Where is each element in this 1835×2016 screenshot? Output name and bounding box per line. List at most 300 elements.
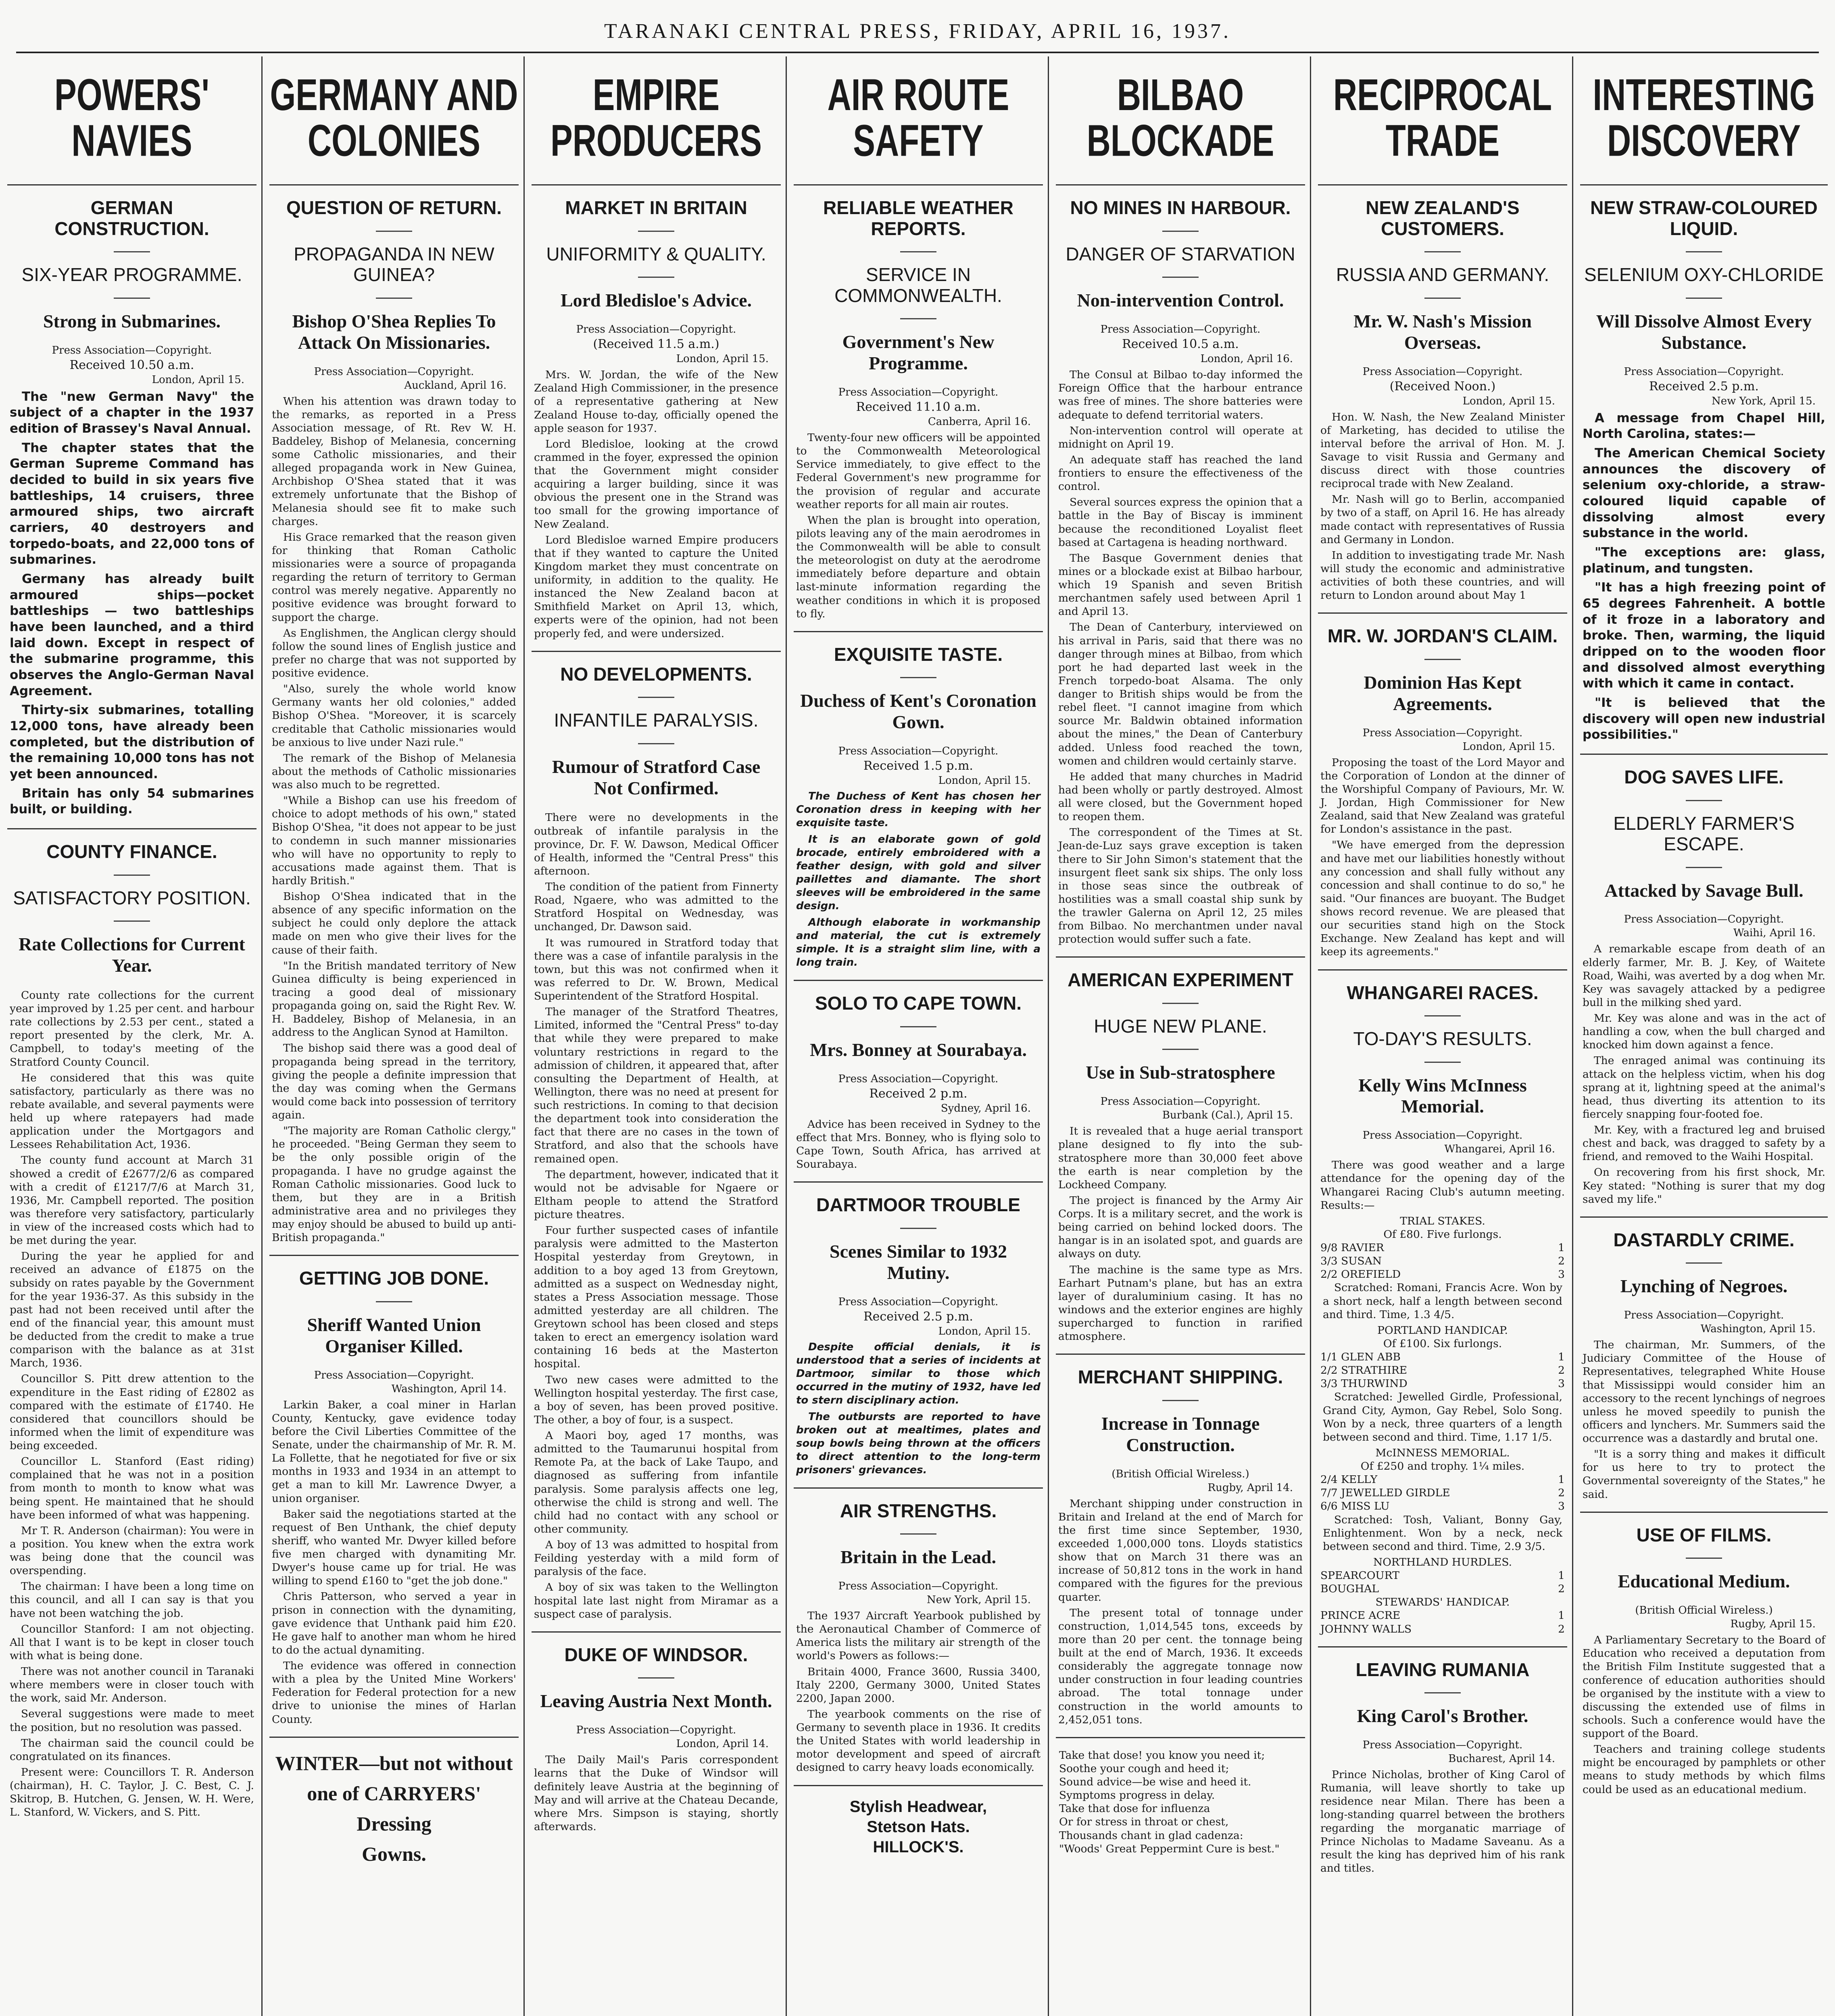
subheading: SELENIUM OXY-CHLORIDE [1584, 264, 1824, 285]
paragraph: On recovering from his first shock, Mr. Key stated: "Nothing is surer that my dog saved my life." [1583, 1166, 1825, 1206]
paragraph: Councillor Stanford: I am not objecting. All that I want is to be kept in closer touch with what is being done. [10, 1622, 254, 1662]
paragraph: Councillor S. Pitt drew attention to the expenditure in the East riding of £2802 as compared with the estimate of £1740. He considered that councillors should be informed when the limit of expenditure was being exceeded. [10, 1372, 254, 1452]
race-notes: Scratched: Jewelled Girdle, Professional, Grand City, Aymon, Gay Rebel, Solo Song. Won by a neck, three quarters of a length between second and third. Time, 1.17 1/5. [1323, 1391, 1562, 1443]
paragraph: There was not another council in Taranaki where members were in closer touch with the work, said Mr. Anderson. [10, 1665, 254, 1705]
placing: 1 [1558, 1241, 1565, 1254]
masthead-text: TARANAKI CENTRAL PRESS, FRIDAY, APRIL 16, 1937. [604, 20, 1231, 43]
divider [1580, 184, 1828, 185]
race-notes: Scratched: Romani, Francis Acre. Won by a short neck, half a length between second and third. Time, 1.3 4/5. [1323, 1281, 1562, 1321]
divider [1162, 231, 1199, 232]
divider [7, 828, 256, 829]
paragraph: "It is believed that the discovery will open new industrial possibilities." [1583, 696, 1825, 742]
placing: 2 [1558, 1255, 1565, 1268]
paragraph: The Consul at Bilbao to-day informed the Foreign Office that the harbour entrance was free of mines. The shore batteries were adequate to defend territorial waters. [1058, 369, 1303, 421]
subheading: Scenes Similar to 1932 Mutiny. [830, 1241, 1007, 1283]
paragraph: There was good weather and a large attendance for the opening day of the Whangarei Racing Club's autumn meeting. Results:— [1320, 1159, 1565, 1212]
result-row [1320, 1364, 1565, 1377]
subheading: Rumour of Stratford Case Not Confirmed. [552, 756, 761, 798]
paragraph: Thirty-six submarines, totalling 12,000 tons, have already been completed, but the distribution of the remaining 10,000 tons has not yet been announced. [10, 703, 254, 782]
subheading: DANGER OF STARVATION [1066, 243, 1295, 264]
paragraph: Despite official denials, it is understood that a series of incidents at Dartmoor, similar to those which occurred in the mutiny of 1932, have led to stern disciplinary action. [796, 1341, 1041, 1406]
race-name: NORTHLAND HURDLES. [1373, 1556, 1512, 1568]
divider [1580, 1512, 1828, 1513]
paragraph: A message from Chapel Hill, North Carolina, states:— [1583, 410, 1825, 442]
subheading: Bishop O'Shea Replies To Attack On Missionaries. [292, 310, 496, 353]
horse: 2/2 STRATHIRE [1320, 1364, 1408, 1377]
paragraph: Hon. W. Nash, the New Zealand Minister of Marketing, has decided to utilise the interval before the arrival of Hon. M. J. Savage to visit Russia and Germany and discuss direct with those countries reciprocal trade with New Zealand. [1320, 410, 1565, 490]
divider [269, 1737, 519, 1738]
received-time: (Received 11.5 a.m.) [593, 337, 719, 352]
divider [1056, 956, 1305, 958]
paragraph: "We have emerged from the depression and have met our liabilities honestly without any concession and shall fully without any concession and shall continue to do so," he said. "Our finances are buoyant. The Budget shows record revenue. We are pleased that our securities stand high on the Stock Exchange. New Zealand has kept and will keep its agreements." [1320, 839, 1565, 958]
divider [1162, 1003, 1199, 1004]
paragraph: Present were: Councillors T. R. Anderson (chairman), H. C. Taylor, J. C. Best, C. J. Skitrop, B. Hutchen, G. Jensen, W. H. Were, L. Stanford, W. Vickers, and S. Pitt. [10, 1766, 254, 1819]
divider [1424, 1692, 1461, 1693]
byline: Press Association—Copyright. [1362, 727, 1523, 739]
result-row [1320, 1569, 1565, 1582]
paragraph: The remark of the Bishop of Melanesia about the methods of Catholic missionaries was also much to be regretted. [272, 752, 516, 791]
paragraph: The correspondent of the Times at St. Jean-de-Luz says grave exception is taken there to Sir John Simon's statement that the insurgent fleet sank six ships. The only loss in those seas since the outbreak of hostilities was a small coastal ship sunk by the trawler Galerna on April 12, 25 miles from Bilbao. No merchantmen under naval protection would suffer such a fate. [1058, 826, 1303, 946]
byline: Press Association—Copyright. [576, 323, 736, 336]
paragraph: A remarkable escape from death of an elderly farmer, Mr. B. J. Key, of Waitete Road, Waihi, was averted by a dog when Mr. Key was savagely attacked by a pedigree bull in the milking shed yard. [1583, 943, 1825, 1009]
subheading: RELIABLE WEATHER REPORTS. [823, 197, 1013, 239]
subheading: ELDERLY FARMER'S ESCAPE. [1613, 812, 1795, 855]
paragraph: The outbursts are reported to have broken out at mealtimes, plates and soup bowls being thrown at the officers to direct attention to the long-term prisoners' grievances. [796, 1410, 1041, 1476]
placing: 1 [1558, 1473, 1565, 1486]
paragraph: A Parliamentary Secretary to the Board of Education who received a deputation from the British Film Institute suggested that a conference of education authorities should be organised by the institute with a view to discussing the extended use of films in schools. Such a conference would have the support of the Board. [1583, 1634, 1825, 1740]
placing: 1 [1558, 1569, 1565, 1582]
dateline: Washington, April 14. [391, 1383, 507, 1395]
paragraph: Lord Bledisloe, looking at the crowd crammed in the foyer, expressed the opinion that the Government might consider acquiring a larger building, since it was obvious the present one in the Strand was too small for the growing importance of New Zealand. [534, 437, 778, 531]
divider [1424, 1062, 1461, 1063]
paragraph: The chapter states that the German Supreme Command has decided to build in six years five battleships, 14 cruisers, three armoured ships, two aircraft carriers, 40 destroyers and torpedo-boats, and 22,000 tons of submarines. [10, 440, 254, 567]
dateline: Rugby, April 14. [1207, 1481, 1293, 1494]
verse-advertisement [1059, 1749, 1302, 1856]
dateline: Whangarei, April 16. [1444, 1143, 1555, 1156]
byline: Press Association—Copyright. [838, 745, 999, 758]
byline: Press Association—Copyright. [838, 1580, 999, 1593]
race-results [1320, 1214, 1565, 1636]
race-stake: Of £100. Six furlongs. [1383, 1337, 1502, 1350]
subheading: Educational Medium. [1618, 1571, 1790, 1592]
paragraph: Baker said the negotiations started at the request of Ben Unthank, the chief deputy sheriff, who wanted Mr. Dwyer killed before five men charged with dynamiting Mr. Dwyer's house came up for trial. He was willing to spend £160 to "get the job done." [272, 1508, 516, 1587]
subheading: Will Dissolve Almost Every Substance. [1596, 310, 1812, 353]
subheading: INFANTILE PARALYSIS. [554, 710, 759, 731]
masthead-rule [16, 52, 1819, 53]
divider [1056, 1354, 1305, 1355]
masthead [0, 0, 1835, 52]
ad-line: Stetson Hats. [867, 1818, 970, 1836]
subheading: Leaving Austria Next Month. [540, 1691, 772, 1712]
paragraph: Mr. Nash will go to Berlin, accompanied by two of a staff, on April 16. He has already made contact with representatives of Russia and Germany in London. [1320, 493, 1565, 546]
headline: RECIPROCAL TRADE [1333, 70, 1552, 166]
divider [114, 298, 150, 299]
divider [900, 1533, 936, 1535]
paragraph: Mr. Key, with a fractured leg and bruised chest and back, was dragged to safety by a friend, and removed to the Waihi Hospital. [1583, 1124, 1825, 1163]
column-divider [1572, 56, 1573, 2016]
horse: BOUGHAL [1320, 1583, 1379, 1595]
horse: 7/7 JEWELLED GIRDLE [1320, 1487, 1450, 1500]
paragraph: Britain has only 54 submarines built, or building. [10, 786, 254, 817]
dateline: Canberra, April 16. [928, 416, 1031, 428]
result-row [1320, 1377, 1565, 1390]
result-row [1320, 1500, 1565, 1513]
verse-line: Thousands chant in glad cadenza: [1059, 1829, 1243, 1842]
dateline: Waihi, April 16. [1733, 927, 1816, 939]
horse: 2/2 OREFIELD [1320, 1268, 1401, 1281]
divider [114, 875, 150, 876]
byline: Press Association—Copyright. [1100, 323, 1261, 336]
paragraph: Lord Bledisloe warned Empire producers that if they wanted to capture the United Kingdom market they must concentrate on uniformity, in addition to the quality. He instanced the New Zealand bacon at Smithfield Market on April 13, which, experts were of the opinion, had not been properly fed, and were undersized. [534, 533, 778, 640]
divider [114, 921, 150, 922]
dateline: London, April 15. [1462, 395, 1555, 407]
divider [532, 1631, 781, 1633]
verse-line: Take that dose! you know you need it; [1059, 1749, 1265, 1762]
paragraph: Britain 4000, France 3600, Russia 3400, Italy 2200, Germany 3000, United States 2200, Japan 2000. [796, 1665, 1041, 1705]
paragraph: It is revealed that a huge aerial transport plane designed to fly into the sub-stratosphere more than 30,000 feet above the earth is near completion by the Lockheed Company. [1058, 1125, 1303, 1191]
divider [1686, 298, 1722, 299]
byline: Press Association—Copyright. [838, 1295, 999, 1308]
headline: EMPIRE PRODUCERS [550, 70, 762, 166]
article-title: MERCHANT SHIPPING. [1078, 1366, 1283, 1388]
received-time: Received 10.5 a.m. [1122, 337, 1239, 352]
divider [1686, 251, 1722, 252]
dateline: London, April 14. [676, 1738, 769, 1750]
subheading: King Carol's Brother. [1357, 1706, 1528, 1727]
article-title: WHANGAREI RACES. [1347, 982, 1539, 1003]
divider [1318, 1646, 1567, 1647]
article-title: DASTARDLY CRIME. [1613, 1229, 1795, 1250]
article-title: DOG SAVES LIFE. [1624, 766, 1784, 788]
article-title: AMERICAN EXPERIMENT [1068, 969, 1293, 991]
paragraph: "It is a sorry thing and makes it difficult for us here to try to protect the Governmental sovereignty of the States," he said. [1583, 1448, 1825, 1501]
paragraph: Several sources express the opinion that a battle in the Bay of Biscay is imminent because the reconditioned Loyalist fleet based at Cartagena is heading northward. [1058, 496, 1303, 549]
divider [1580, 1216, 1828, 1218]
paragraph: The present total of tonnage under construction, 1,014,545 tons, exceeds by more than 20 per cent. the tonnage being built at the end of March, 1936. It exceeds considerably the aggregate tonnage now under construction in four leading countries abroad. The total tonnage under construction in the world amounts to 2,452,051 tons. [1058, 1606, 1303, 1726]
subheading: MARKET IN BRITAIN [565, 197, 747, 219]
subheading: Government's New Programme. [842, 331, 995, 374]
paragraph: Mrs. W. Jordan, the wife of the New Zealand High Commissioner, in the presence of a representative gathering at New Zealand House to-day, officially opened the apple season for 1937. [534, 369, 778, 435]
paragraph: Proposing the toast of the Lord Mayor and the Corporation of London at the dinner of the Worshipful Company of Paviours, Mr. W. J. Jordan, High Commissioner for New Zealand, said that New Zealand was grateful for London's assistance in the past. [1320, 756, 1565, 836]
placing: 2 [1558, 1622, 1565, 1635]
horse: JOHNNY WALLS [1320, 1622, 1412, 1635]
result-row [1320, 1350, 1565, 1364]
paragraph: The bishop said there was a good deal of propaganda being spread in the territory, giving the people a definite impression that the day was coming when the Germans would come back into possession of territory again. [272, 1042, 516, 1122]
dateline: Sydney, April 16. [940, 1102, 1031, 1114]
divider [1424, 251, 1461, 252]
paragraph: The condition of the patient from Finnerty Road, Ngaere, who was admitted to the Stratford Hospital on Wednesday, was unchanged, Dr. Dawson said. [534, 881, 778, 933]
article-title: NO DEVELOPMENTS. [560, 663, 752, 685]
column-divider [1048, 56, 1049, 2016]
column-6 [1318, 56, 1567, 2016]
subheading: Non-intervention Control. [1077, 290, 1284, 311]
paragraph: The chairman: I have been a long time on this council, and all I can say is that you have not been watching the job. [10, 1580, 254, 1620]
subheading: SIX-YEAR PROGRAMME. [21, 264, 242, 285]
divider [1686, 1558, 1722, 1559]
paragraph: The project is financed by the Army Air Corps. It is a military secret, and the work is being carried on behind locked doors. The hangar is in an isolated spot, and guards are always on duty. [1058, 1194, 1303, 1260]
divider [269, 1255, 519, 1256]
ad-line: Gowns. [362, 1842, 426, 1865]
divider [1424, 1015, 1461, 1016]
placing: 1 [1558, 1351, 1565, 1364]
ad-line: HILLOCK'S. [873, 1838, 964, 1856]
subheading: Attacked by Savage Bull. [1604, 880, 1804, 901]
divider [1162, 1400, 1199, 1401]
article-title: GETTING JOB DONE. [299, 1268, 489, 1289]
paragraph: The machine is the same type as Mrs. Earhart Putnam's plane, but has an extra layer of duraluminium casing. It has no windows and the exterior engines are highly supercharged to function in rarified atmosphere. [1058, 1263, 1303, 1343]
subheading: SERVICE IN COMMONWEALTH. [834, 264, 1002, 306]
paragraph: Teachers and training college students might be encouraged by pamphlets or other means to study methods by which films could be used as an educational medium. [1583, 1743, 1825, 1796]
divider [638, 743, 674, 744]
subheading: RUSSIA AND GERMANY. [1336, 264, 1549, 285]
byline: Press Association—Copyright. [1100, 1095, 1261, 1108]
dateline: London, April 15. [938, 775, 1031, 787]
received-time: Received 2.5 p.m. [863, 1309, 973, 1324]
paragraph: Councillor L. Stanford (East riding) complained that he was not in a position from month to month to know what was being spent. He maintained that he should have been informed of what was happening. [10, 1455, 254, 1521]
paragraph: He added that many churches in Madrid had been wholly or partly destroyed. Almost all were closed, but the Government hoped to reopen them. [1058, 770, 1303, 823]
paragraph: The department, however, indicated that it would not be advisable for Ngaere or Eltham people to attend the Stratford picture theatres. [534, 1168, 778, 1221]
horse: 2/4 KELLY [1320, 1473, 1378, 1486]
horse: 9/8 RAVIER [1320, 1241, 1384, 1254]
dateline: Auckland, April 16. [404, 379, 507, 392]
subheading: NEW ZEALAND'S CUSTOMERS. [1366, 197, 1520, 239]
placing: 2 [1558, 1364, 1565, 1377]
paragraph: Germany has already built armoured ships—pocket battleships — two battleships have been launched, and a third laid down. Except in respect of the submarine programme, this observes the Anglo-German Naval Agreement. [10, 572, 254, 698]
dateline: London, April 15. [938, 1325, 1031, 1337]
subheading: Kelly Wins McInness Memorial. [1358, 1075, 1527, 1117]
paragraph: The American Chemical Society announces the discovery of selenium oxy-chloride, a straw-coloured liquid capable of dissolving almost every substance in the world. [1583, 446, 1825, 541]
headline: GERMANY AND COLONIES [270, 70, 518, 166]
placing: 3 [1558, 1377, 1565, 1390]
column-divider [786, 56, 787, 2016]
placing: 2 [1558, 1583, 1565, 1595]
race-name: McINNESS MEMORIAL. [1375, 1446, 1510, 1459]
article-title: DUKE OF WINDSOR. [564, 1644, 748, 1665]
verse-line: Or for stress in throat or chest, [1059, 1816, 1229, 1829]
headline: POWERS' NAVIES [54, 70, 209, 166]
paragraph: An adequate staff has reached the land frontiers to ensure the effectiveness of the control. [1058, 453, 1303, 493]
dateline: New York, April 15. [1711, 395, 1816, 407]
byline: Press Association—Copyright. [838, 1073, 999, 1085]
subheading: SATISFACTORY POSITION. [13, 887, 251, 908]
advertisement [272, 1748, 516, 1869]
paragraph: A Maori boy, aged 17 months, was admitted to the Taumarunui hospital from Remote Pa, at the back of Lake Taupo, and diagnosed as suffering from infantile paralysis. Some paralysis affects one leg, otherwise the child is strong and well. The child had no contact with any school or other community. [534, 1429, 778, 1535]
paragraph: A boy of 13 was admitted to hospital from Feilding yesterday with a mild form of paralysis of the face. [534, 1539, 778, 1578]
paragraph: The enraged animal was continuing its attack on the helpless victim, when his dog sprang at it, lightning speed at the animal's head, thus diverting its attention to its fiercely snapping four-footed foe. [1583, 1054, 1825, 1120]
paragraph: "It has a high freezing point of 65 degrees Fahrenheit. A bottle of it froze in a laboratory and broke. Then, warming, the liquid dripped on to the wooden floor and dissolved almost everything with which it came in contact. [1583, 580, 1825, 691]
paragraph: Chris Patterson, who served a year in prison in connection with the dynamiting, gave evidence that Unthank paid him £20. He gave half to another man whom he hired to do the actual dynamiting. [272, 1590, 516, 1656]
received-time: Received 2.5 p.m. [1649, 379, 1759, 394]
paragraph: Bishop O'Shea indicated that in the absence of any specific information on the subject he could only deplore the attack made on men who give their lives for the cause of their faith. [272, 890, 516, 956]
received-time: Received 2 p.m. [869, 1086, 968, 1101]
divider [638, 231, 674, 232]
ad-line: one of CARRYERS' Dressing [307, 1782, 481, 1835]
column-4 [794, 56, 1043, 2016]
paragraph: Although elaborate in workmanship and material, the cut is extremely simple. It is a straight slim line, with a long train. [796, 916, 1041, 969]
paragraph: Four further suspected cases of infantile paralysis were admitted to the Masterton Hospital yesterday from Greytown, in addition to a boy aged 13 from Greytown, admitted as a suspect on Wednesday night, states a Press Association message. Those admitted yesterday are all children. The Greytown school has been closed and steps taken to erect an emergency isolation ward containing 16 beds at the Masterton hospital. [534, 1224, 778, 1370]
divider [794, 631, 1043, 632]
byline: Press Association—Copyright. [314, 1369, 474, 1381]
received-time: Received 1.5 p.m. [863, 759, 973, 773]
subheading: Lynching of Negroes. [1620, 1276, 1788, 1297]
result-row [1320, 1241, 1565, 1254]
divider [1318, 184, 1567, 185]
paragraph: "The majority are Roman Catholic clergy," he proceeded. "Being German they seem to be the only possible origin of the propaganda. I have no grudge against the Roman Catholic missionaries. Good luck to them, but they are in a British administrative area and no privileges they may enjoy should be abused to build up anti-British propaganda." [272, 1125, 516, 1244]
paragraph: Twenty-four new officers will be appointed to the Commonwealth Meteorological Service immediately, to give effect to the Federal Government's new programme for the provision of regular and accurate weather reports for all main air routes. [796, 431, 1041, 511]
paragraph: The Dean of Canterbury, interviewed on his arrival in Paris, said that there was no danger through mines at Bilbao, from which port he had departed last week in the French torpedo-boat Alsama. The only danger to British ships would be from the rebel fleet. "I cannot imagine from which source Mr. Baldwin obtained information about the mines," the Dean of Canterbury added. Unless food reached the town, women and children would certainly starve. [1058, 621, 1303, 767]
divider [376, 231, 412, 232]
byline: Press Association—Copyright. [576, 1724, 736, 1737]
race-name: STEWARDS' HANDICAP. [1375, 1596, 1510, 1609]
paragraph: During the year he applied for and received an advance of £1875 on the subsidy on rates payable by the Government for the year 1936-37. As this subsidy in the past had not been received until after the end of the financial year, this amount must be deducted from the credit to make a true comparison with the balance as at 31st March, 1936. [10, 1250, 254, 1370]
subheading: NO MINES IN HARBOUR. [1070, 197, 1291, 219]
paragraph: The chairman, Mr. Summers, of the Judiciary Committee of the House of Representatives, telegraphed White House that Mississippi would consider him an accessory to the recent lynchings of negroes unless he moved speedily to punish the officers and lynchers. Mr. Summers said the occurrence was a dastardly and brutal one. [1583, 1339, 1825, 1445]
placing: 2 [1558, 1487, 1565, 1500]
byline: Press Association—Copyright. [1362, 1129, 1523, 1142]
headline: INTERESTING DISCOVERY [1593, 70, 1815, 166]
divider [794, 980, 1043, 981]
byline: Press Association—Copyright. [838, 386, 999, 399]
paragraph: There were no developments in the outbreak of infantile paralysis in the province, Dr. F. W. Dawson, Medical Officer of Health, informed the "Central Press" this afternoon. [534, 811, 778, 877]
paragraph: His Grace remarked that the reason given for thinking that Roman Catholic missionaries were a source of propaganda regarding the return of territory to German control was merely negative. Apparently no positive evidence was brought forward to support the charge. [272, 531, 516, 624]
subheading: Mr. W. Nash's Mission Overseas. [1353, 310, 1532, 353]
verse-line: "Woods' Great Peppermint Cure is best." [1059, 1842, 1280, 1855]
result-row [1320, 1582, 1565, 1595]
column-divider [1310, 56, 1311, 2016]
paragraph: "The exceptions are: glass, platinum, and tungsten. [1583, 545, 1825, 576]
subheading: HUGE NEW PLANE. [1094, 1015, 1267, 1037]
paragraph: The manager of the Stratford Theatres, Limited, informed the "Central Press" to-day that while they were prepared to make voluntary restrictions in regard to the admission of children, it appeared that, after consulting the Department of Health, at Wellington, there was no need at present for such restrictions. In coming to that decision the department took into consideration the fact that there are no cases in the town of Stratford, and also that the schools have remained open. [534, 1006, 778, 1165]
result-row [1320, 1486, 1565, 1500]
received-time: (Received Noon.) [1389, 379, 1496, 394]
divider [376, 1301, 412, 1302]
paragraph: The "new German Navy" the subject of a chapter in the 1937 edition of Brassey's Naval Annual. [10, 389, 254, 436]
paragraph: "While a Bishop can use his freedom of choice to adopt methods of his own," stated Bishop O'Shea, "it does not appear to be just to condemn in such manner missionaries who will have no opportunity to reply to accusations made against them. That is hardly British." [272, 794, 516, 887]
subheading: Duchess of Kent's Coronation Gown. [800, 690, 1036, 733]
byline: Press Association—Copyright. [1362, 365, 1523, 378]
paragraph: "Also, surely the whole world know Germany wants her old colonies," added Bishop O'Shea. "Moreover, it is scarcely creditable that Catholic missionaries would be anxious to live under Nazi rule." [272, 683, 516, 749]
dateline: London, April 16. [1200, 353, 1293, 365]
divider [532, 184, 781, 185]
column-2 [269, 56, 519, 2016]
divider [900, 677, 936, 678]
column-3 [532, 56, 781, 2016]
paragraph: The chairman said the council could be congratulated on its finances. [10, 1737, 254, 1763]
divider [794, 184, 1043, 185]
dateline: Bucharest, April 14. [1448, 1753, 1555, 1765]
subheading: Britain in the Lead. [840, 1547, 996, 1568]
race-notes: Scratched: Tosh, Valiant, Bonny Gay, Enlightenment. Won by a neck, neck between second and third. Time, 2.9 3/5. [1323, 1513, 1562, 1553]
paragraph: It is an elaborate gown of gold brocade, entirely embroidered with a feather design, with gold and silver paillettes and diamante. The short sleeves will be embroidered in the same design. [796, 833, 1041, 912]
paragraph: The yearbook comments on the rise of Germany to seventh place in 1936. It credits the United States with world leadership in motor development and speed of aircraft designed to carry heavy loads economically. [796, 1708, 1041, 1774]
paragraph: The 1937 Aircraft Yearbook published by the Aeronautical Chamber of Commerce of America lists the military air strength of the world's Powers as follows:— [796, 1610, 1041, 1662]
verse-line: Symptoms progress in delay. [1059, 1789, 1215, 1802]
paragraph: "In the British mandated territory of New Guinea difficulty is being experienced in tracing a good deal of missionary propaganda going on, said the Right Rev. W. H. Baddeley, Bishop of Melanesia, in an address to the Anglican Synod at Hamilton. [272, 959, 516, 1039]
subheading: Rate Collections for Current Year. [19, 934, 245, 976]
placing: 1 [1558, 1609, 1565, 1622]
divider [794, 1181, 1043, 1183]
byline: Press Association—Copyright. [1624, 913, 1784, 926]
divider [1162, 1049, 1199, 1050]
divider [900, 318, 936, 319]
divider [1424, 298, 1461, 299]
paragraph: Merchant shipping under construction in Britain and Ireland at the end of March for the first time since September, 1930, exceeded 1,000,000 tons. Lloyds statistics show that on March 31 there was an increase of 50,812 tons in the work in hand compared with the figures for the previous quarter. [1058, 1497, 1303, 1604]
divider [638, 697, 674, 698]
paragraph: The Daily Mail's Paris correspondent learns that the Duke of Windsor will definitely leave Austria at the beginning of May and will arrive at the Chateau Decande, where Mrs. Simpson is staying, shortly afterwards. [534, 1754, 778, 1833]
placing: 3 [1558, 1268, 1565, 1281]
paragraph: It was rumoured in Stratford today that there was a case of infantile paralysis in the town, but this was not confirmed when it was referred to Dr. W. Brown, Medical Superintendent of the Stratford Hospital. [534, 936, 778, 1003]
received-time: Received 10.50 a.m. [69, 358, 194, 372]
result-row [1320, 1473, 1565, 1486]
ad-line: Stylish Headwear, [849, 1797, 987, 1816]
byline: Press Association—Copyright. [314, 365, 474, 378]
paragraph: Non-intervention control will operate at midnight on April 19. [1058, 424, 1303, 450]
byline: Press Association—Copyright. [1624, 365, 1784, 378]
received-time: Received 11.10 a.m. [856, 400, 981, 414]
divider [1580, 754, 1828, 755]
paragraph: The Duchess of Kent has chosen her Coronation dress in keeping with her exquisite taste. [796, 790, 1041, 829]
divider [1686, 1262, 1722, 1264]
dateline: Burbank (Cal.), April 15. [1162, 1109, 1293, 1122]
dateline: London, April 15. [676, 353, 769, 365]
divider [794, 1487, 1043, 1489]
subheading: QUESTION OF RETURN. [286, 197, 502, 219]
paragraph: When his attention was drawn today to the remarks, as reported in a Press Association message, of Rt. Rev W. H. Baddeley, Bishop of Melanesia, concerning some Catholic missionaries, and their alleged propaganda work in New Guinea, Archbishop O'Shea stated that it was extremely unfortunate that the Bishop of Melanesia should see fit to make such charges. [272, 395, 516, 528]
result-row [1320, 1268, 1565, 1281]
column-1 [7, 56, 256, 2016]
divider [638, 277, 674, 278]
divider [1686, 800, 1722, 801]
divider [532, 651, 781, 652]
column-7 [1580, 56, 1828, 2016]
column-divider [523, 56, 525, 2016]
dateline: Washington, April 15. [1700, 1323, 1816, 1335]
subheading: Increase in Tonnage Construction. [1101, 1413, 1260, 1455]
race-name: TRIAL STAKES. [1400, 1214, 1485, 1227]
horse: PRINCE ACRE [1320, 1609, 1401, 1622]
divider [1424, 659, 1461, 660]
article-title: DARTMOOR TROUBLE [816, 1194, 1020, 1216]
article-title: COUNTY FINANCE. [46, 841, 217, 862]
verse-line: Sound advice—be wise and heed it. [1059, 1776, 1251, 1789]
paragraph: The Basque Government denies that mines or a blockade exist at Bilbao harbour, which 19 Spanish and seven British merchantmen safely used between April 1 and April 13. [1058, 552, 1303, 618]
byline: (British Official Wireless.) [1111, 1468, 1249, 1480]
subheading: NEW STRAW-COLOURED LIQUID. [1590, 197, 1818, 239]
ad-line: WINTER—but not without [275, 1752, 513, 1774]
advertisement [796, 1797, 1041, 1857]
article-title: EXQUISITE TASTE. [834, 644, 1003, 665]
paragraph: The county fund account at March 31 showed a credit of £2677/2/6 as compared with a credit of £1217/7/6 at March 31, 1936, Mr. Campbell reported. The position was therefore very satisfactory, particularly in view of the increased costs which had to be met during the year. [10, 1154, 254, 1247]
placing: 3 [1558, 1500, 1565, 1513]
column-5 [1056, 56, 1305, 2016]
paragraph: When the plan is brought into operation, pilots leaving any of the main aerodromes in the Commonwealth will be able to consult the meteorologist on duty at the aerodrome immediately before departure and obtain last-minute information regarding the weather conditions in which it is proposed to fly. [796, 514, 1041, 620]
subheading: PROPAGANDA IN NEW GUINEA? [294, 243, 494, 285]
divider [1318, 969, 1567, 971]
paragraph: As Englishmen, the Anglican clergy should follow the sound lines of English justice and prefer no charge that was not supported by positive evidence. [272, 627, 516, 680]
horse: 3/3 SUSAN [1320, 1255, 1382, 1268]
race-stake: Of £80. Five furlongs. [1383, 1228, 1502, 1241]
divider [7, 184, 256, 185]
article-title: LEAVING RUMANIA [1355, 1659, 1530, 1680]
race-name: PORTLAND HANDICAP. [1377, 1324, 1508, 1337]
paragraph: Prince Nicholas, brother of King Carol of Rumania, will leave shortly to take up residence near Milan. There has been a long-standing quarrel between the brothers regarding the morganatic marriage of Prince Nicholas to Madame Saveanu. As a result the king has deprived him of his rank and titles. [1320, 1768, 1565, 1874]
subheading: UNIFORMITY & QUALITY. [546, 243, 766, 264]
article-title: MR. W. JORDAN'S CLAIM. [1327, 625, 1558, 647]
horse: SPEARCOURT [1320, 1569, 1399, 1582]
divider [638, 1677, 674, 1679]
divider [114, 251, 150, 252]
paragraph: Mr T. R. Anderson (chairman): You were in a position. You knew when the extra work was being done that the council was overspending. [10, 1524, 254, 1577]
